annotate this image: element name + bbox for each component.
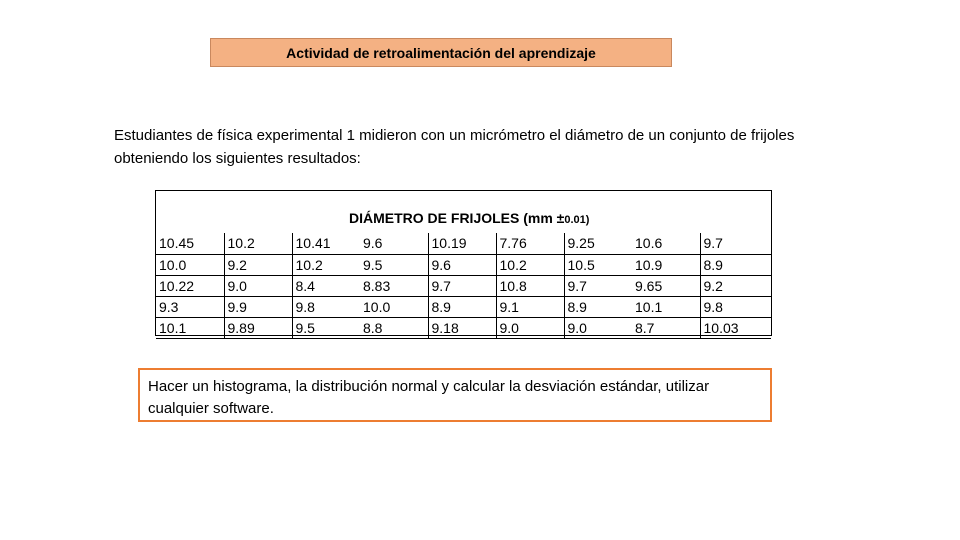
table-cell: 9.7 bbox=[428, 275, 496, 296]
table-cell: 9.65 bbox=[632, 275, 700, 296]
table-cell: 10.1 bbox=[632, 296, 700, 317]
table-cell: 10.8 bbox=[496, 275, 564, 296]
table-cell: 8.7 bbox=[632, 317, 700, 338]
table-cell: 9.0 bbox=[224, 275, 292, 296]
table-cell: 8.9 bbox=[564, 296, 632, 317]
task-box bbox=[138, 368, 772, 422]
table-row bbox=[156, 275, 771, 296]
table-cell: 8.9 bbox=[428, 296, 496, 317]
table-cell: 10.2 bbox=[496, 254, 564, 275]
table-cell: 10.41 bbox=[292, 233, 360, 254]
table-cell: 9.7 bbox=[700, 233, 771, 254]
table-cell: 9.25 bbox=[564, 233, 632, 254]
table-cell: 10.0 bbox=[360, 296, 428, 317]
table-row bbox=[156, 254, 771, 275]
table-cell: 9.2 bbox=[700, 275, 771, 296]
task-text: Hacer un histograma, la distribución normal y calcular la desviación estándar, utilizar cualquier software. bbox=[148, 378, 710, 417]
activity-title: Actividad de retroalimentación del aprendizaje bbox=[286, 44, 596, 61]
table-cell: 8.4 bbox=[292, 275, 360, 296]
table-cell: 9.6 bbox=[428, 254, 496, 275]
table-row bbox=[156, 233, 771, 254]
table-title-unit: 0.01) bbox=[564, 214, 590, 226]
table-cell: 9.8 bbox=[700, 296, 771, 317]
table-cell: 9.18 bbox=[428, 317, 496, 338]
table-title bbox=[349, 210, 589, 226]
table-cell: 9.7 bbox=[564, 275, 632, 296]
table-cell: 10.1 bbox=[156, 317, 224, 338]
table-cell: 9.3 bbox=[156, 296, 224, 317]
measurements-table bbox=[156, 233, 771, 339]
table-cell: 9.2 bbox=[224, 254, 292, 275]
table-title-main: DIÁMETRO DE FRIJOLES (mm ± bbox=[349, 210, 565, 226]
table-cell: 9.0 bbox=[496, 317, 564, 338]
table-cell: 10.19 bbox=[428, 233, 496, 254]
table-cell: 10.22 bbox=[156, 275, 224, 296]
table-cell: 8.9 bbox=[700, 254, 771, 275]
table-cell: 10.6 bbox=[632, 233, 700, 254]
table-cell: 10.9 bbox=[632, 254, 700, 275]
table-cell: 8.8 bbox=[360, 317, 428, 338]
measurements-table-box bbox=[155, 190, 772, 336]
table-cell: 9.6 bbox=[360, 233, 428, 254]
table-cell: 10.0 bbox=[156, 254, 224, 275]
table-cell: 10.2 bbox=[224, 233, 292, 254]
table-cell: 8.83 bbox=[360, 275, 428, 296]
table-cell: 10.45 bbox=[156, 233, 224, 254]
table-cell: 9.5 bbox=[360, 254, 428, 275]
intro-text: Estudiantes de física experimental 1 midieron con un micrómetro el diámetro de un conjunto de frijoles obteniendo los siguientes resultados: bbox=[114, 127, 795, 167]
table-cell: 9.5 bbox=[292, 317, 360, 338]
table-cell: 9.0 bbox=[564, 317, 632, 338]
activity-title-box bbox=[210, 38, 672, 67]
table-row bbox=[156, 296, 771, 317]
table-cell: 9.9 bbox=[224, 296, 292, 317]
table-cell: 9.1 bbox=[496, 296, 564, 317]
table-cell: 10.2 bbox=[292, 254, 360, 275]
table-row bbox=[156, 317, 771, 338]
table-cell: 9.8 bbox=[292, 296, 360, 317]
table-cell: 9.89 bbox=[224, 317, 292, 338]
table-cell: 7.76 bbox=[496, 233, 564, 254]
table-cell: 10.5 bbox=[564, 254, 632, 275]
table-cell: 10.03 bbox=[700, 317, 771, 338]
